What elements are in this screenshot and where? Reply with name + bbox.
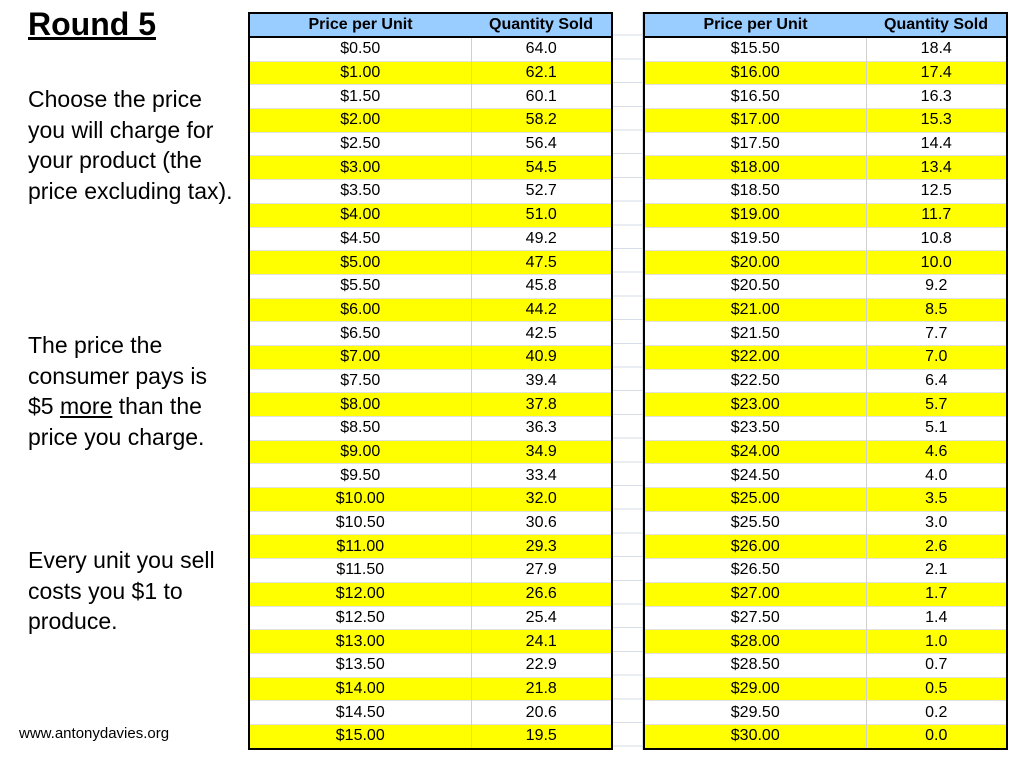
price-cell: $15.50 bbox=[644, 37, 866, 61]
quantity-cell: 17.4 bbox=[866, 61, 1007, 85]
table-row bbox=[249, 440, 612, 464]
price-cell: $23.00 bbox=[644, 393, 866, 417]
quantity-cell: 10.0 bbox=[866, 251, 1007, 275]
table-row bbox=[644, 37, 1007, 61]
quantity-cell: 2.1 bbox=[866, 559, 1007, 583]
table-row bbox=[644, 298, 1007, 322]
price-cell: $5.50 bbox=[249, 274, 471, 298]
table-row bbox=[249, 724, 612, 748]
table-row bbox=[249, 511, 612, 535]
price-cell: $26.00 bbox=[644, 535, 866, 559]
table-row bbox=[249, 132, 612, 156]
table-row bbox=[644, 274, 1007, 298]
price-cell: $11.50 bbox=[249, 559, 471, 583]
price-cell: $18.00 bbox=[644, 156, 866, 180]
table-row bbox=[644, 582, 1007, 606]
table-row bbox=[644, 393, 1007, 417]
quantity-cell: 52.7 bbox=[471, 180, 612, 204]
quantity-cell: 36.3 bbox=[471, 417, 612, 441]
quantity-cell: 25.4 bbox=[471, 606, 612, 630]
price-cell: $27.50 bbox=[644, 606, 866, 630]
quantity-cell: 60.1 bbox=[471, 85, 612, 109]
table-row bbox=[249, 701, 612, 725]
price-cell: $16.00 bbox=[644, 61, 866, 85]
quantity-cell: 47.5 bbox=[471, 251, 612, 275]
quantity-cell: 32.0 bbox=[471, 488, 612, 512]
quantity-cell: 45.8 bbox=[471, 274, 612, 298]
table-row bbox=[249, 417, 612, 441]
quantity-cell: 3.0 bbox=[866, 511, 1007, 535]
table-row bbox=[644, 132, 1007, 156]
table-header-row bbox=[249, 13, 612, 37]
table-row bbox=[249, 203, 612, 227]
quantity-cell: 64.0 bbox=[471, 37, 612, 61]
quantity-cell: 10.8 bbox=[866, 227, 1007, 251]
quantity-cell: 16.3 bbox=[866, 85, 1007, 109]
table-row bbox=[644, 559, 1007, 583]
table-row bbox=[644, 535, 1007, 559]
price-cell: $13.00 bbox=[249, 630, 471, 654]
quantity-cell: 7.7 bbox=[866, 322, 1007, 346]
table-row bbox=[249, 582, 612, 606]
table-row bbox=[644, 322, 1007, 346]
quantity-cell: 39.4 bbox=[471, 369, 612, 393]
instructions-panel bbox=[0, 0, 245, 768]
table-row bbox=[644, 369, 1007, 393]
quantity-cell: 54.5 bbox=[471, 156, 612, 180]
table-row bbox=[644, 203, 1007, 227]
price-cell: $24.50 bbox=[644, 464, 866, 488]
table-row bbox=[249, 535, 612, 559]
price-cell: $19.00 bbox=[644, 203, 866, 227]
price-cell: $23.50 bbox=[644, 417, 866, 441]
table-row bbox=[644, 488, 1007, 512]
price-cell: $14.00 bbox=[249, 677, 471, 701]
quantity-cell: 20.6 bbox=[471, 701, 612, 725]
table-row bbox=[249, 298, 612, 322]
table-row bbox=[644, 417, 1007, 441]
price-cell: $3.50 bbox=[249, 180, 471, 204]
price-cell: $0.50 bbox=[249, 37, 471, 61]
price-per-unit-header: Price per Unit bbox=[249, 13, 471, 37]
table-row bbox=[249, 37, 612, 61]
quantity-cell: 9.2 bbox=[866, 274, 1007, 298]
quantity-cell: 29.3 bbox=[471, 535, 612, 559]
table-row bbox=[644, 251, 1007, 275]
quantity-sold-header: Quantity Sold bbox=[866, 13, 1007, 37]
price-cell: $12.50 bbox=[249, 606, 471, 630]
price-cell: $3.00 bbox=[249, 156, 471, 180]
quantity-cell: 5.7 bbox=[866, 393, 1007, 417]
quantity-cell: 15.3 bbox=[866, 109, 1007, 133]
table-row bbox=[249, 369, 612, 393]
price-cell: $10.00 bbox=[249, 488, 471, 512]
quantity-cell: 13.4 bbox=[866, 156, 1007, 180]
quantity-cell: 26.6 bbox=[471, 582, 612, 606]
price-cell: $19.50 bbox=[644, 227, 866, 251]
table-row bbox=[249, 464, 612, 488]
price-cell: $13.50 bbox=[249, 653, 471, 677]
quantity-cell: 0.2 bbox=[866, 701, 1007, 725]
price-cell: $25.00 bbox=[644, 488, 866, 512]
price-cell: $6.00 bbox=[249, 298, 471, 322]
table-row bbox=[249, 180, 612, 204]
price-cell: $5.00 bbox=[249, 251, 471, 275]
quantity-cell: 58.2 bbox=[471, 109, 612, 133]
price-cell: $28.50 bbox=[644, 653, 866, 677]
price-cell: $21.00 bbox=[644, 298, 866, 322]
table-row bbox=[249, 677, 612, 701]
table-row bbox=[644, 606, 1007, 630]
table-row bbox=[644, 630, 1007, 654]
price-cell: $7.50 bbox=[249, 369, 471, 393]
table-row bbox=[249, 109, 612, 133]
table-row bbox=[249, 156, 612, 180]
slide-title: Round 5 bbox=[28, 6, 156, 42]
table-row bbox=[644, 156, 1007, 180]
price-quantity-table-right bbox=[643, 12, 1008, 750]
price-cell: $29.50 bbox=[644, 701, 866, 725]
quantity-cell: 8.5 bbox=[866, 298, 1007, 322]
quantity-cell: 0.7 bbox=[866, 653, 1007, 677]
quantity-cell: 5.1 bbox=[866, 417, 1007, 441]
quantity-cell: 33.4 bbox=[471, 464, 612, 488]
price-cell: $1.00 bbox=[249, 61, 471, 85]
table-row bbox=[249, 559, 612, 583]
quantity-cell: 51.0 bbox=[471, 203, 612, 227]
quantity-cell: 2.6 bbox=[866, 535, 1007, 559]
quantity-cell: 56.4 bbox=[471, 132, 612, 156]
table-row bbox=[644, 511, 1007, 535]
table-row bbox=[644, 653, 1007, 677]
table-row bbox=[249, 322, 612, 346]
table-row bbox=[644, 677, 1007, 701]
price-cell: $29.00 bbox=[644, 677, 866, 701]
price-cell: $1.50 bbox=[249, 85, 471, 109]
table-row bbox=[249, 606, 612, 630]
quantity-cell: 30.6 bbox=[471, 511, 612, 535]
quantity-cell: 0.0 bbox=[866, 724, 1007, 748]
quantity-cell: 1.7 bbox=[866, 582, 1007, 606]
price-cell: $9.50 bbox=[249, 464, 471, 488]
quantity-cell: 6.4 bbox=[866, 369, 1007, 393]
price-cell: $6.50 bbox=[249, 322, 471, 346]
price-cell: $2.00 bbox=[249, 109, 471, 133]
table-row bbox=[644, 464, 1007, 488]
quantity-cell: 1.4 bbox=[866, 606, 1007, 630]
price-cell: $18.50 bbox=[644, 180, 866, 204]
spreadsheet-gridlines bbox=[611, 12, 643, 750]
production-cost-instruction: Every unit you sell costs you $1 to produce. bbox=[28, 547, 215, 635]
quantity-cell: 24.1 bbox=[471, 630, 612, 654]
price-cell: $17.00 bbox=[644, 109, 866, 133]
price-cell: $15.00 bbox=[249, 724, 471, 748]
quantity-cell: 27.9 bbox=[471, 559, 612, 583]
price-cell: $27.00 bbox=[644, 582, 866, 606]
price-cell: $20.00 bbox=[644, 251, 866, 275]
quantity-cell: 14.4 bbox=[866, 132, 1007, 156]
table-row bbox=[249, 251, 612, 275]
quantity-cell: 34.9 bbox=[471, 440, 612, 464]
table-header-row bbox=[644, 13, 1007, 37]
price-cell: $24.00 bbox=[644, 440, 866, 464]
price-cell: $26.50 bbox=[644, 559, 866, 583]
quantity-cell: 19.5 bbox=[471, 724, 612, 748]
table-row bbox=[249, 274, 612, 298]
price-quantity-table-left bbox=[248, 12, 613, 750]
price-cell: $4.00 bbox=[249, 203, 471, 227]
quantity-cell: 62.1 bbox=[471, 61, 612, 85]
table-row bbox=[644, 180, 1007, 204]
price-cell: $12.00 bbox=[249, 582, 471, 606]
quantity-sold-header: Quantity Sold bbox=[471, 13, 612, 37]
price-cell: $20.50 bbox=[644, 274, 866, 298]
quantity-cell: 22.9 bbox=[471, 653, 612, 677]
quantity-cell: 44.2 bbox=[471, 298, 612, 322]
quantity-cell: 42.5 bbox=[471, 322, 612, 346]
price-cell: $28.00 bbox=[644, 630, 866, 654]
quantity-cell: 11.7 bbox=[866, 203, 1007, 227]
quantity-cell: 4.0 bbox=[866, 464, 1007, 488]
table-row bbox=[249, 630, 612, 654]
quantity-cell: 12.5 bbox=[866, 180, 1007, 204]
price-cell: $11.00 bbox=[249, 535, 471, 559]
table-row bbox=[644, 345, 1007, 369]
table-row bbox=[644, 724, 1007, 748]
price-cell: $2.50 bbox=[249, 132, 471, 156]
emphasis-more: more bbox=[59, 393, 113, 420]
consumer-price-text-end: than the price you charge. bbox=[28, 393, 205, 451]
price-cell: $25.50 bbox=[644, 511, 866, 535]
price-cell: $4.50 bbox=[249, 227, 471, 251]
quantity-cell: 7.0 bbox=[866, 345, 1007, 369]
price-cell: $8.00 bbox=[249, 393, 471, 417]
table-row bbox=[644, 440, 1007, 464]
price-cell: $30.00 bbox=[644, 724, 866, 748]
consumer-price-instruction bbox=[28, 330, 233, 453]
table-row bbox=[249, 345, 612, 369]
price-per-unit-header: Price per Unit bbox=[644, 13, 866, 37]
table-row bbox=[249, 227, 612, 251]
quantity-cell: 37.8 bbox=[471, 393, 612, 417]
choose-price-instruction: Choose the price you will charge for your product (the price excluding tax). bbox=[28, 86, 233, 205]
price-cell: $22.50 bbox=[644, 369, 866, 393]
table-row bbox=[249, 61, 612, 85]
quantity-cell: 40.9 bbox=[471, 345, 612, 369]
quantity-cell: 49.2 bbox=[471, 227, 612, 251]
price-cell: $14.50 bbox=[249, 701, 471, 725]
website-footer: www.antonydavies.org bbox=[19, 725, 170, 742]
quantity-cell: 1.0 bbox=[866, 630, 1007, 654]
price-cell: $21.50 bbox=[644, 322, 866, 346]
consumer-price-text: The price the consumer pays is $5 bbox=[28, 332, 207, 420]
table-row bbox=[644, 701, 1007, 725]
table-row bbox=[644, 85, 1007, 109]
price-cell: $9.00 bbox=[249, 440, 471, 464]
table-row bbox=[249, 653, 612, 677]
table-row bbox=[249, 488, 612, 512]
price-cell: $17.50 bbox=[644, 132, 866, 156]
price-cell: $10.50 bbox=[249, 511, 471, 535]
quantity-cell: 21.8 bbox=[471, 677, 612, 701]
quantity-cell: 3.5 bbox=[866, 488, 1007, 512]
table-row bbox=[644, 61, 1007, 85]
quantity-cell: 0.5 bbox=[866, 677, 1007, 701]
price-cell: $7.00 bbox=[249, 345, 471, 369]
table-row bbox=[644, 227, 1007, 251]
price-cell: $8.50 bbox=[249, 417, 471, 441]
table-row bbox=[644, 109, 1007, 133]
quantity-cell: 18.4 bbox=[866, 37, 1007, 61]
table-row bbox=[249, 85, 612, 109]
price-cell: $16.50 bbox=[644, 85, 866, 109]
table-row bbox=[249, 393, 612, 417]
price-cell: $22.00 bbox=[644, 345, 866, 369]
quantity-cell: 4.6 bbox=[866, 440, 1007, 464]
